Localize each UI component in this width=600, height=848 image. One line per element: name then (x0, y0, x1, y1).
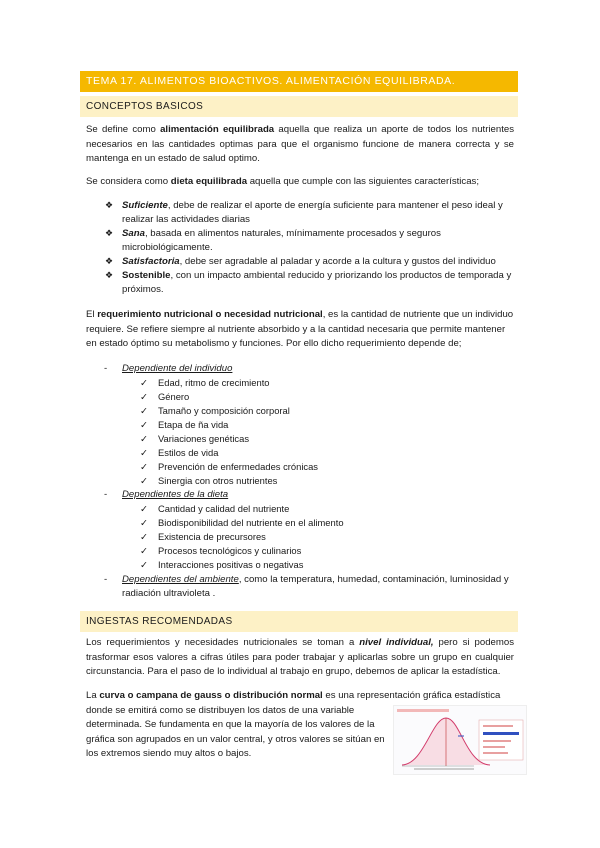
checklist-item-label: Prevención de enfermedades crónicas (158, 461, 318, 472)
figure-caption-mark (397, 709, 449, 712)
checklist-item-label: Cantidad y calidad del nutriente (158, 503, 290, 514)
check-icon: ✓ (140, 419, 148, 430)
check-icon: ✓ (140, 545, 148, 556)
check-icon: ✓ (140, 377, 148, 388)
figure-legend-line (483, 752, 508, 754)
checklist-item-label: Estilos de vida (158, 447, 219, 458)
check-icon: ✓ (140, 433, 148, 444)
paragraph-gauss-line: determinada. Se fundamenta en que la mayoría de los valores de la (86, 719, 375, 731)
paragraph-gauss-line: gráfica son agrupados en un valor central, y otros valores se sitúan en (86, 733, 385, 745)
check-icon: ✓ (140, 475, 148, 486)
figure-legend-line (483, 740, 511, 742)
bullet-satisfactoria: ❖ Satisfactoria, debe ser agradable al paladar y acorde a la cultura y gustos del individuo (105, 256, 496, 267)
checklist-item-label: Procesos tecnológicos y culinarios (158, 545, 302, 556)
diamond-bullet-icon: ❖ (105, 270, 114, 280)
paragraph-alimentacion: Se define como alimentación equilibrada aquella que realiza un aporte de todos los nutrientes necesarios en las cantidades optimas para que el organismo funcione de manera correcta y se mantenga en un estado de salud optimo. (86, 124, 514, 165)
check-icon: ✓ (140, 405, 148, 416)
document-title: TEMA 17. ALIMENTOS BIOACTIVOS. ALIMENTACIÓN EQUILIBRADA. (80, 71, 518, 92)
figure-legend-line (483, 746, 505, 748)
figure-legend-line (483, 732, 519, 735)
check-icon: ✓ (140, 461, 148, 472)
dash-marker: - (104, 574, 108, 585)
gauss-curve-graphic (394, 706, 526, 774)
paragraph-gauss-line: los extremos siendo muy altos o bajos. (86, 748, 252, 760)
section-heading-ingestas: INGESTAS RECOMENDADAS (80, 611, 518, 632)
figure-axis-labels (414, 768, 474, 770)
paragraph-requerimiento: El requerimiento nutricional o necesidad nutricional, es la cantidad de nutriente que un individuo requiere. Se refiere siempre al nutriente absorbido y a la cantidad necesaria que permite mantener en estado óptimo su metabolismo y funciones. Por ello dicho requerimiento depende de; (86, 309, 514, 350)
bullet-sostenible: ❖ Sostenible, con un impacto ambiental reducido y priorizando los productos de temporada y próximos. (105, 270, 512, 295)
checklist-item-label: Etapa de ña vida (158, 419, 229, 430)
checklist-item-label: Tamaño y composición corporal (158, 405, 290, 416)
group-ambiente-text: Dependientes del ambiente, como la temperatura, humedad, contaminación, luminosidad y radiación ultravioleta . (122, 574, 509, 599)
group-individuo-heading: Dependiente del individuo (122, 363, 233, 374)
checklist-item-label: Biodisponibilidad del nutriente en el alimento (158, 517, 344, 528)
group-dieta-heading: Dependientes de la dieta (122, 489, 229, 500)
paragraph-ingestas: Los requerimientos y necesidades nutricionales se toman a nivel individual, pero si podemos trasformar esos valores a cifras útiles para poder trabajar y aplicarlas sobre un grupo en cualquier circunstancia. Para el paso de lo individual al trabajo en grupo, debemos de aplicar la estadística. (86, 637, 515, 678)
paragraph-gauss-line: donde se emitirá como se distribuyen los datos de una variable (86, 704, 355, 716)
check-icon: ✓ (140, 447, 148, 458)
check-icon: ✓ (140, 559, 148, 570)
check-icon: ✓ (140, 503, 148, 514)
diamond-bullet-icon: ❖ (105, 256, 114, 266)
checklist-item-label: Existencia de precursores (158, 531, 266, 542)
paragraph-gauss-first-line: La curva o campana de gauss o distribución normal es una representación gráfica estadística (86, 690, 501, 701)
checklist-item-label: Variaciones genéticas (158, 433, 250, 444)
check-icon: ✓ (140, 391, 148, 402)
checklist-item-label: Edad, ritmo de crecimiento (158, 377, 270, 388)
bullet-suficiente: ❖ Suficiente, debe de realizar el aporte de energía suficiente para mantener el peso ideal y realizar las actividades diarias (105, 200, 503, 225)
checklist-item-label: Interacciones positivas o negativas (158, 559, 304, 570)
figure-legend-line (483, 725, 513, 727)
section-heading-conceptos: CONCEPTOS BASICOS (80, 96, 518, 117)
dash-marker: - (104, 363, 108, 374)
checklist-item-label: Género (158, 391, 190, 402)
check-icon: ✓ (140, 531, 148, 542)
diamond-bullet-icon: ❖ (105, 200, 114, 210)
checklist-item-label: Sinergia con otros nutrientes (158, 475, 278, 486)
dash-marker: - (104, 489, 108, 500)
gauss-curve-figure (393, 705, 527, 775)
paragraph-dieta: Se considera como dieta equilibrada aquella que cumple con las siguientes características; (86, 176, 480, 187)
check-icon: ✓ (140, 517, 148, 528)
bullet-sana: ❖ Sana, basada en alimentos naturales, mínimamente procesados y seguros microbiológicamente. (105, 228, 441, 253)
diamond-bullet-icon: ❖ (105, 228, 114, 238)
